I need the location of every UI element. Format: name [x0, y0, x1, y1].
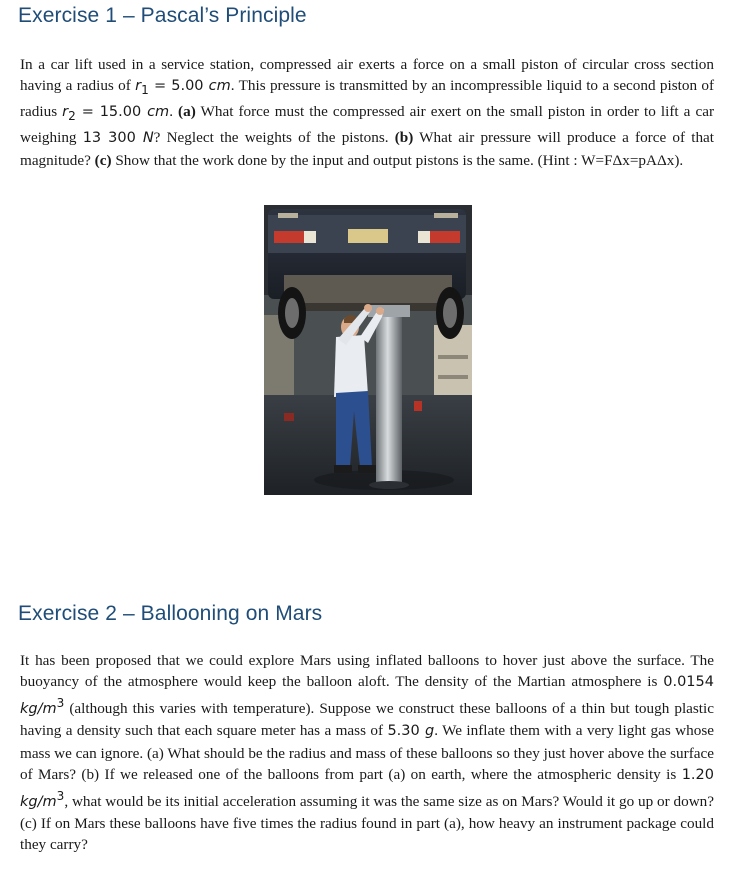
exercise-1-text: In a car lift used in a service station, compressed air exerts a force on a small piston of circular cross section having a radius of $r_1 = 5.00$ cm. This pressure is transmitted by an incompressible liquid to a second piston of radius $r_2 = 15.00$ cm. (a) What force must the compressed air exert on the small piston in order to lift a car weighing 13 300 N? Neglect the weights of the pistons. (b) What air pressure will produce a force of that magnitude? (c) Show that the work done by the input and output pistons is the same. (Hint : W=FΔx=pAΔx). [20, 56, 715, 169]
exercise-1-title: Exercise 1 – Pascal’s Principle [18, 4, 307, 27]
car-lift-photo [264, 205, 472, 495]
exercise-2-text: It has been proposed that we could explore Mars using inflated balloons to hover just above the surface. The buoyancy of the atmosphere would keep the balloon aloft. The density of the Martian atmosphere is 0.0154 $kg/m^3$ (although this varies with temperature). Suppose we construct these balloons of a thin but tough plastic having a density such that each square meter has a mass of 5.30 g. We inflate them with a very light gas whose mass we can ignore. (a) What should be the radius and mass of these balloons so they just hover above the surface of Mars? (b) If we released one of the balloons from part (a) on earth, where the atmospheric density is 1.20 $kg/m^3$, what would be its initial acceleration assuming it was the same size as on Mars? Would it go up or down? (c) If on Mars these balloons have five times the radius found in part (a), how heavy an instrument package could they carry? [20, 652, 714, 854]
exercise-2-title: Exercise 2 – Ballooning on Mars [18, 602, 323, 625]
